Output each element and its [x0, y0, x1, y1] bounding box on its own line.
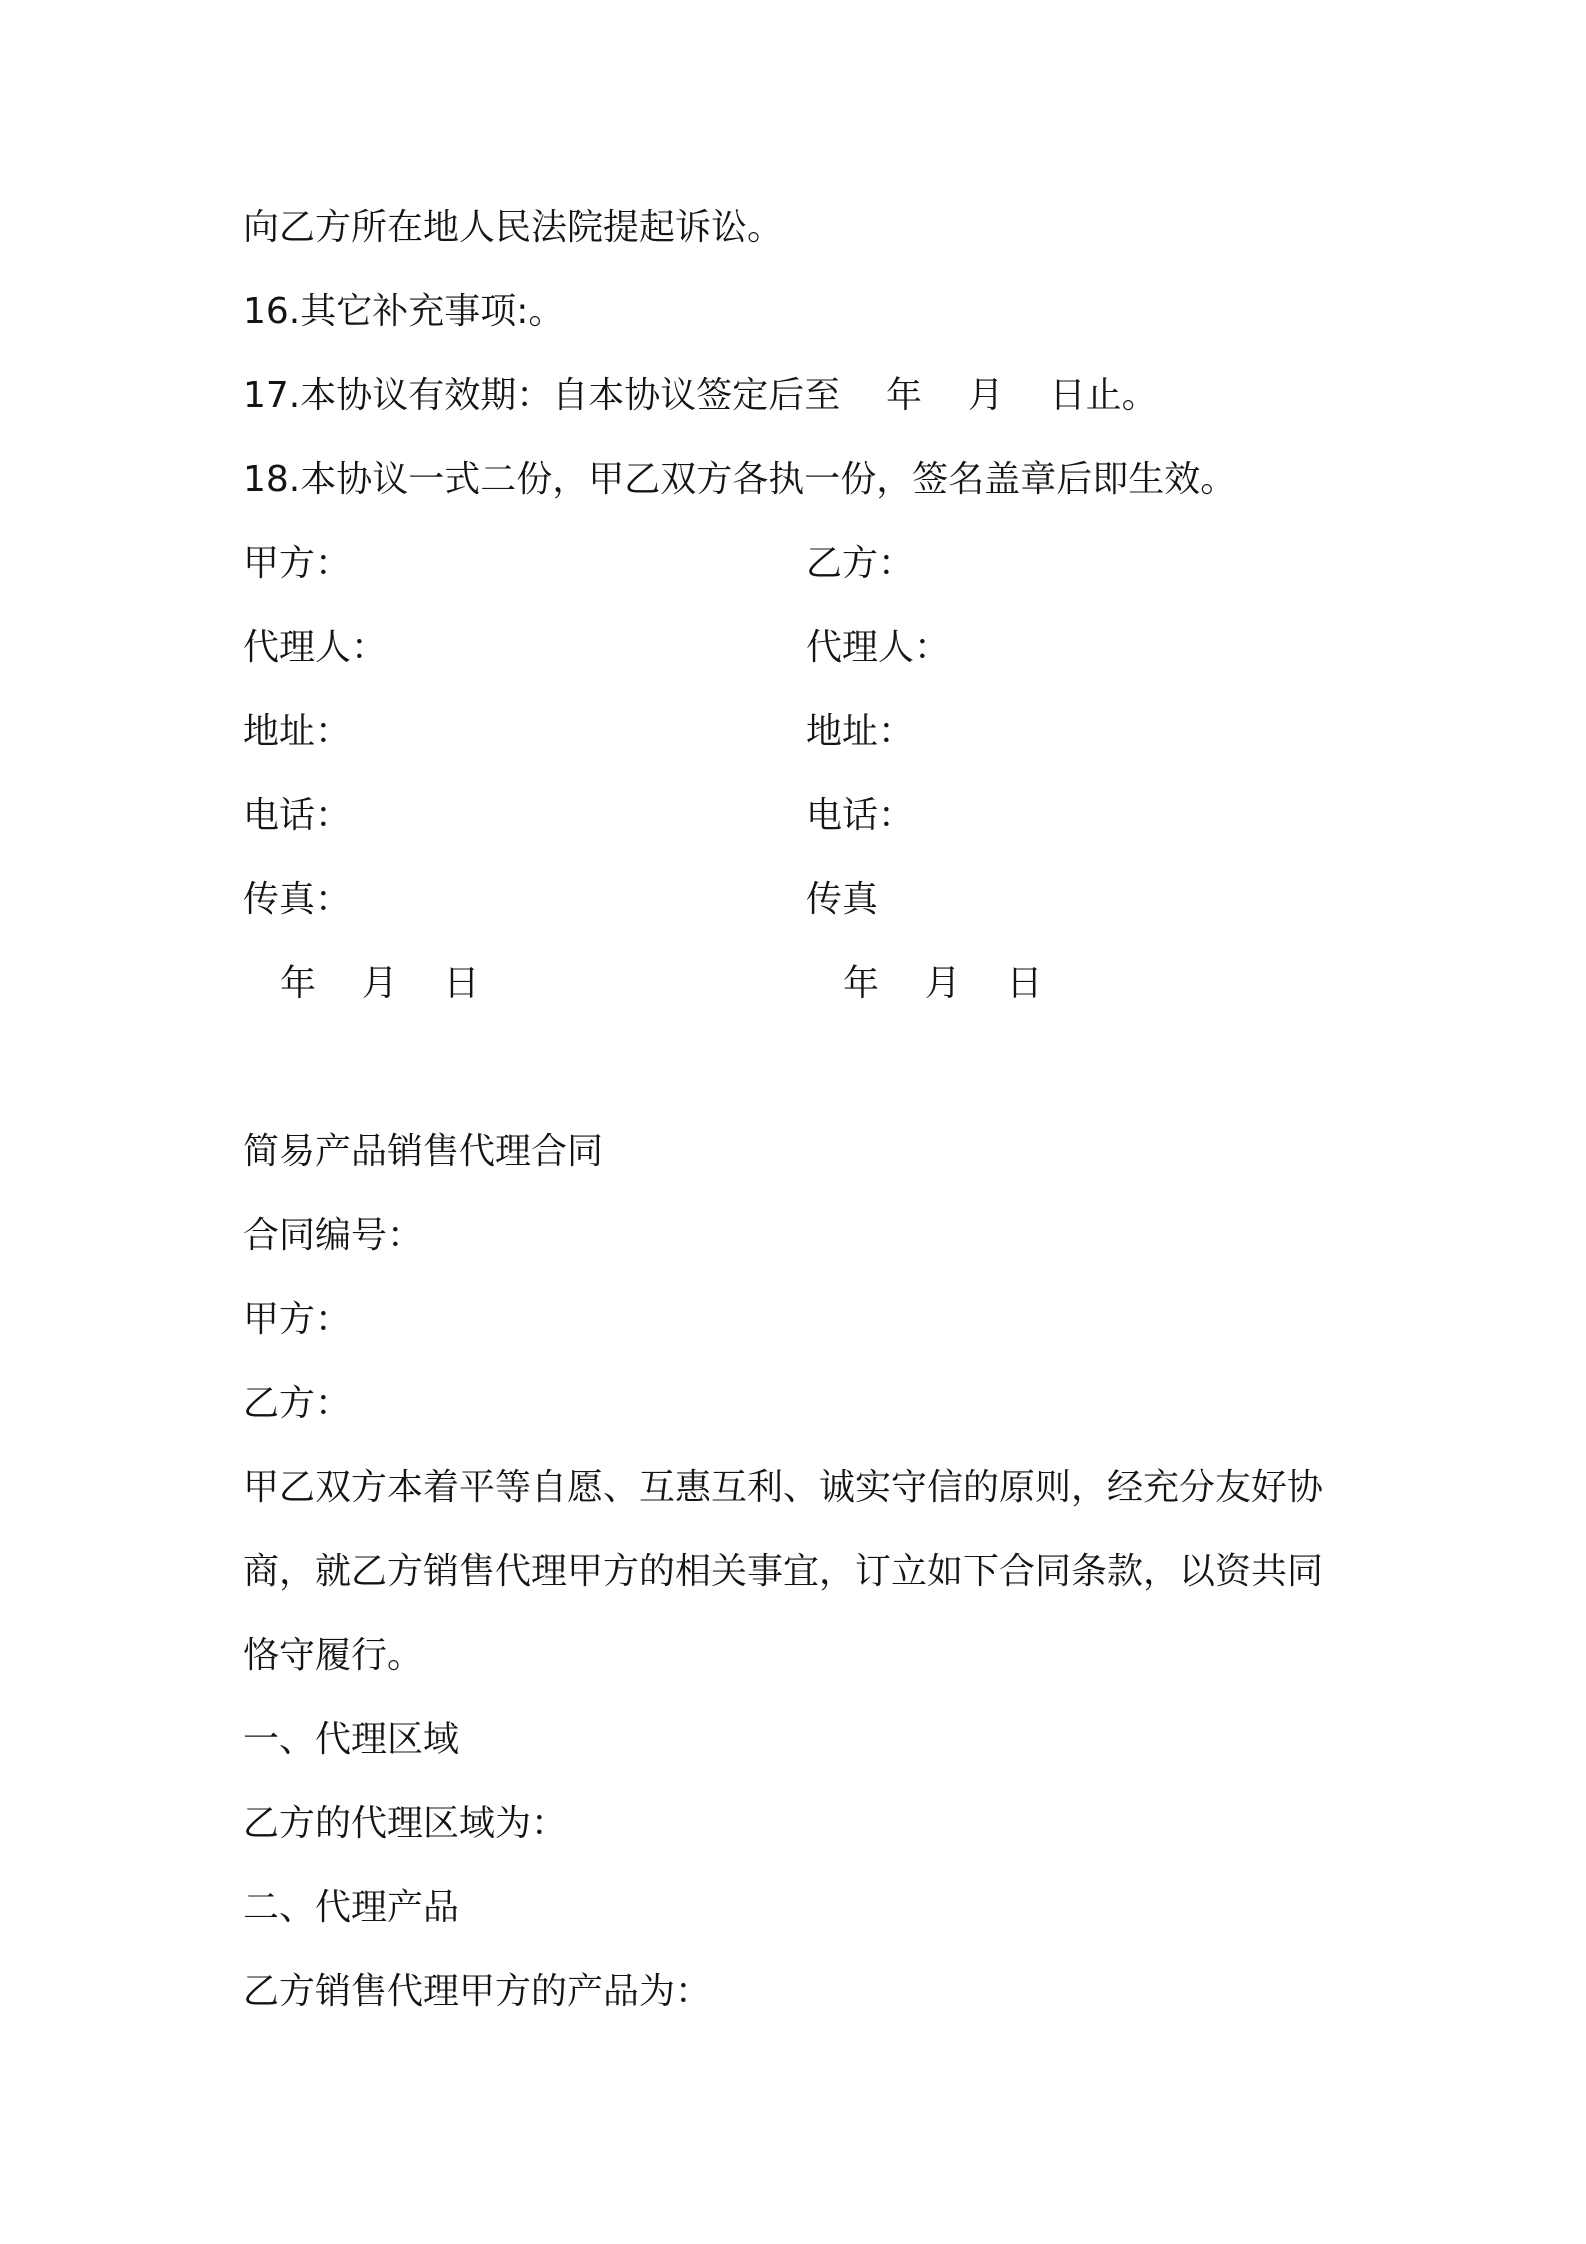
clause-17: 17.本协议有效期：自本协议签定后至 年 月 日止。 — [243, 375, 1158, 416]
party-b-fax: 传真 — [806, 879, 879, 920]
contract-number: 合同编号： — [243, 1215, 424, 1256]
preamble-line-1: 甲乙双方本着平等自愿、互惠互利、诚实守信的原则，经充分友好协 — [243, 1467, 1324, 1508]
party-b-address: 地址： — [806, 711, 915, 752]
party-b-agent: 代理人： — [806, 627, 951, 668]
party-b-label: 乙方： — [806, 543, 915, 584]
party-a-label: 甲方： — [243, 543, 352, 584]
preamble-line-3: 恪守履行。 — [243, 1635, 424, 1676]
party-a-agent: 代理人： — [243, 627, 388, 668]
contract-party-b: 乙方： — [243, 1383, 352, 1424]
section-1-heading: 一、代理区域 — [243, 1719, 460, 1760]
preamble-line-2: 商，就乙方销售代理甲方的相关事宜，订立如下合同条款，以资共同 — [243, 1551, 1324, 1592]
party-a-address: 地址： — [243, 711, 352, 752]
party-b-date: 年 月 日 — [843, 963, 1043, 1004]
party-a-fax: 传真： — [243, 879, 352, 920]
section-2-heading: 二、代理产品 — [243, 1887, 460, 1928]
clause-16: 16.其它补充事项:。 — [243, 291, 565, 332]
contract-party-a: 甲方： — [243, 1299, 352, 1340]
contract-title: 简易产品销售代理合同 — [243, 1131, 604, 1172]
party-b-phone: 电话： — [806, 795, 915, 836]
section-1-text: 乙方的代理区域为： — [243, 1803, 568, 1844]
clause-18: 18.本协议一式二份，甲乙双方各执一份，签名盖章后即生效。 — [243, 459, 1237, 500]
party-a-phone: 电话： — [243, 795, 352, 836]
section-2-text: 乙方销售代理甲方的产品为： — [243, 1971, 712, 2012]
party-a-date: 年 月 日 — [280, 963, 480, 1004]
clause-15-continuation: 向乙方所在地人民法院提起诉讼。 — [243, 207, 784, 248]
